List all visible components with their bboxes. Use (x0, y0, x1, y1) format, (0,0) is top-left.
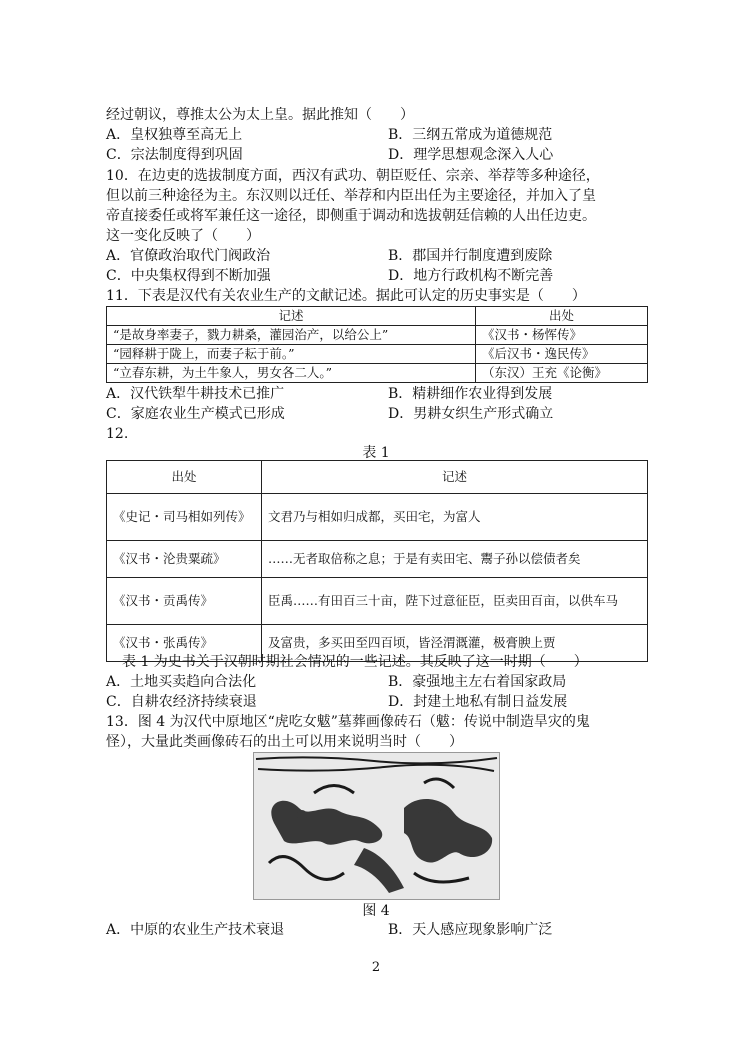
q12-row-2-source: 《汉书・沦贵粟疏》 (107, 541, 262, 578)
q12-row-4-source: 《汉书・张禹传》 (107, 625, 262, 662)
q11-row-2-source: 《后汉书・逸民传》 (476, 345, 648, 364)
tiger-demon-relief-image (253, 752, 500, 900)
q12-header-record: 记述 (262, 461, 648, 494)
q11-row-2-record: “园释耕于陇上，而妻子耘于前。” (107, 345, 476, 364)
q11-header-record: 记述 (107, 307, 476, 326)
q12-option-b: B．豪强地主左右着国家政局 (388, 674, 567, 690)
q11-row-1-source: 《汉书・杨恽传》 (476, 326, 648, 345)
q12-row-1-record: 文君乃与相如归成都，买田宅，为富人 (262, 494, 648, 541)
q11-row-3-source: （东汉）王充《论衡》 (476, 364, 648, 383)
q11-option-b: B．精耕细作农业得到发展 (388, 386, 553, 402)
q10-line-4: 这一变化反映了（ ） (106, 228, 260, 244)
q10-line-2: 但以前三种途径为主。东汉则以迁任、举荐和内臣出任为主要途径，并加入了皇 (106, 188, 596, 204)
q9-option-d: D．理学思想观念深入人心 (388, 147, 554, 163)
q12-option-c: C．自耕农经济持续衰退 (106, 694, 257, 710)
q11-row-1-record: “是故身率妻子，戮力耕桑，灌园治产，以给公上” (107, 326, 476, 345)
q13-figure-caption: 图 4 (362, 903, 390, 919)
q11-table (106, 306, 648, 383)
q12-row-2-record: ……无者取倍称之息；于是有卖田宅、鬻子孙以偿债者矣 (262, 541, 648, 578)
page-number: 2 (371, 960, 381, 975)
q11-option-c: C．家庭农业生产模式已形成 (106, 406, 285, 422)
q10-option-d: D．地方行政机构不断完善 (388, 268, 554, 284)
q13-option-a: A．中原的农业生产技术衰退 (106, 922, 285, 938)
q9-stem: 经过朝议，尊推太公为太上皇。据此推知（ ） (106, 107, 414, 123)
q12-row-4-record: 及富贵，多买田至四百顷，皆泾渭溉灌，极膏腴上贾 (262, 625, 648, 662)
q12-option-d: D．封建土地私有制日益发展 (388, 694, 568, 710)
q10-option-a: A．官僚政治取代门阀政治 (106, 248, 271, 264)
relief-illustration (254, 753, 499, 899)
q12-table (106, 460, 648, 662)
q12-row-3-source: 《汉书・贡禹传》 (107, 578, 262, 625)
q13-line-2: 怪），大量此类画像砖石的出土可以用来说明当时（ ） (106, 734, 463, 750)
q12-row-1-source: 《史记・司马相如列传》 (107, 494, 262, 541)
q12-row-3-record: 臣禹……有田百三十亩，陛下过意征臣，臣卖田百亩，以供车马 (262, 578, 648, 625)
q9-option-b: B．三纲五常成为道德规范 (388, 127, 553, 143)
q11-option-a: A．汉代铁犁牛耕技术已推广 (106, 386, 285, 402)
q11-header-source: 出处 (476, 307, 648, 326)
q12-option-a: A．土地买卖趋向合法化 (106, 674, 257, 690)
q12-number: 12. (106, 426, 129, 442)
q9-option-c: C．宗法制度得到巩固 (106, 147, 243, 163)
q11-row-3-record: “立春东耕，为土牛象人，男女各二人。” (107, 364, 476, 383)
q9-option-a: A．皇权独尊至高无上 (106, 127, 243, 143)
q13-line-1: 13．图 4 为汉代中原地区“虎吃女魃”墓葬画像砖石（魃：传说中制造旱灾的鬼 (106, 714, 590, 730)
q11-stem: 11．下表是汉代有关农业生产的文献记述。据此可认定的历史事实是（ ） (106, 288, 586, 304)
q11-option-d: D．男耕女织生产形式确立 (388, 406, 554, 422)
q12-table-caption: 表 1 (362, 445, 390, 461)
q10-option-c: C．中央集权得到不断加强 (106, 268, 271, 284)
q10-line-3: 帝直接委任或将军兼任这一途径，即侧重于调动和选拔朝廷信赖的人出任边吏。 (106, 208, 596, 224)
q10-line-1: 10．在边吏的选拔制度方面，西汉有武功、朝臣贬任、宗亲、举荐等多种途径， (106, 168, 600, 184)
q13-option-b: B．天人感应现象影响广泛 (388, 922, 553, 938)
q12-header-source: 出处 (107, 461, 262, 494)
q10-option-b: B．郡国并行制度遭到废除 (388, 248, 553, 264)
q12-stem: 表 1 为史书关于汉朝时期社会情况的一些记述。其反映了这一时期（ ） (122, 654, 588, 670)
